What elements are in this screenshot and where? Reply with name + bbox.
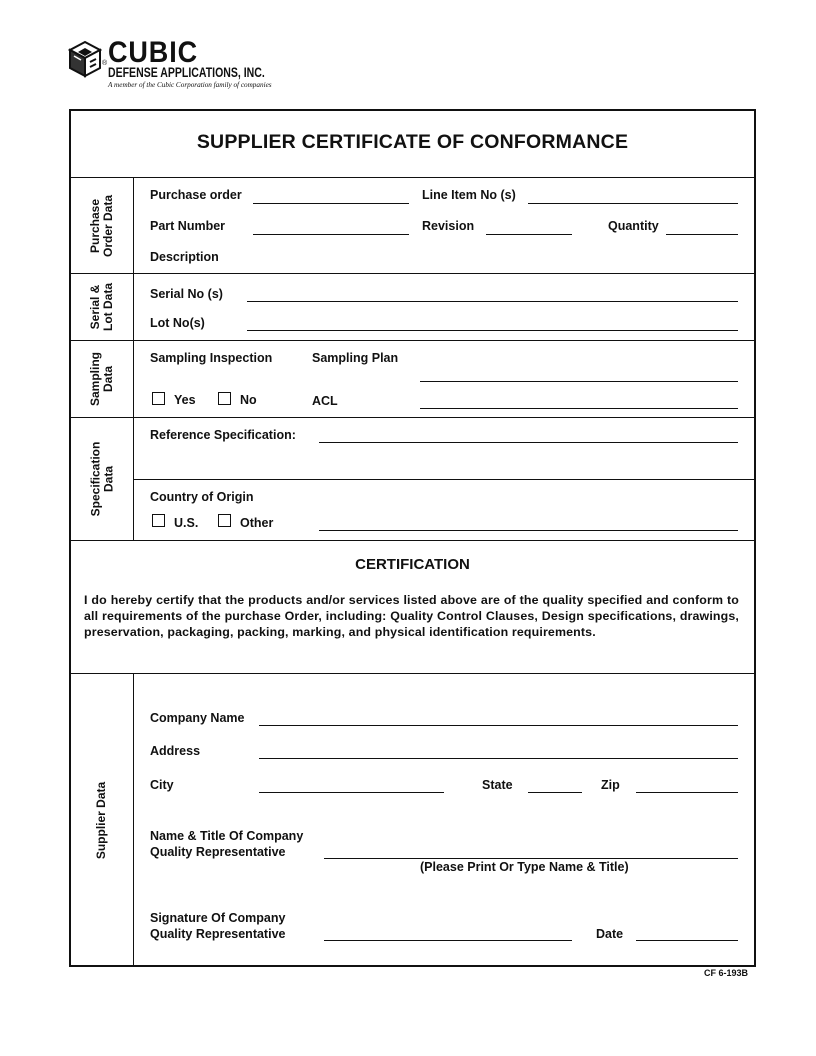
acl-field[interactable]	[420, 408, 738, 409]
sampling-no-label: No	[240, 393, 257, 407]
part-number-label: Part Number	[150, 219, 226, 233]
origin-other-label: Other	[240, 516, 274, 530]
serial-no-label: Serial No (s)	[150, 287, 223, 301]
name-title-label-line1: Name & Title Of Company	[150, 829, 304, 843]
divider	[71, 340, 754, 341]
certification-title: CERTIFICATION	[355, 556, 470, 573]
address-label: Address	[150, 744, 201, 758]
company-name-label: Company Name	[150, 711, 245, 725]
signature-field[interactable]	[324, 940, 572, 941]
lot-no-field[interactable]	[247, 330, 738, 331]
line-item-label: Line Item No (s)	[422, 188, 516, 202]
sampling-inspection-label: Sampling Inspection	[150, 351, 273, 365]
purchase-order-label: Purchase order	[150, 188, 242, 202]
print-note: (Please Print Or Type Name & Title)	[420, 860, 629, 874]
description-label: Description	[150, 250, 219, 264]
column-divider	[133, 178, 134, 540]
side-label-serial-lot: Serial & Lot Data	[88, 283, 115, 331]
zip-field[interactable]	[636, 792, 738, 793]
divider	[134, 479, 754, 480]
city-label: City	[150, 778, 174, 792]
side-label-sampling: Sampling Data	[87, 351, 115, 407]
revision-field[interactable]	[486, 234, 572, 235]
divider	[71, 673, 754, 674]
quantity-field[interactable]	[666, 234, 738, 235]
serial-no-field[interactable]	[247, 301, 738, 302]
origin-us-label: U.S.	[174, 516, 199, 530]
city-field[interactable]	[259, 792, 444, 793]
name-title-label-line2: Quality Representative	[150, 845, 286, 859]
reference-spec-field[interactable]	[319, 442, 738, 443]
date-label: Date	[596, 927, 624, 941]
cube-logo-icon	[68, 40, 102, 78]
origin-us-checkbox[interactable]	[152, 514, 165, 527]
sampling-yes-label: Yes	[174, 393, 196, 407]
zip-label: Zip	[601, 778, 620, 792]
logo-member-line: A member of the Cubic Corporation family of companies	[108, 81, 272, 89]
side-label-specification: Specification Data	[88, 441, 115, 517]
sampling-plan-label: Sampling Plan	[312, 351, 399, 365]
conformance-form	[69, 109, 756, 967]
signature-label-line1: Signature Of Company	[150, 911, 286, 925]
company-logo	[68, 38, 298, 92]
name-title-field[interactable]	[324, 858, 738, 859]
sampling-plan-field[interactable]	[420, 381, 738, 382]
divider	[71, 540, 754, 541]
company-name-field[interactable]	[259, 725, 738, 726]
date-field[interactable]	[636, 940, 738, 941]
side-label-purchase-order: Purchase Order Data	[88, 194, 115, 257]
sampling-no-checkbox[interactable]	[218, 392, 231, 405]
country-of-origin-label: Country of Origin	[150, 490, 254, 504]
logo-division: DEFENSE APPLICATIONS, INC.	[108, 65, 265, 80]
certification-statement: I do hereby certify that the products and/or services listed above are of the quality specified and conform to all requirements of the purchase Order, including: Quality Control Clauses, Design specifications, drawings, preservation, packaging, packing, marking, and physical identification requirements.	[84, 593, 739, 639]
divider	[71, 417, 754, 418]
divider	[71, 273, 754, 274]
quantity-label: Quantity	[608, 219, 659, 233]
side-label-supplier: Supplier Data	[94, 781, 109, 860]
purchase-order-field[interactable]	[253, 203, 409, 204]
divider	[71, 177, 754, 178]
state-field[interactable]	[528, 792, 582, 793]
acl-label: ACL	[312, 394, 338, 408]
origin-other-checkbox[interactable]	[218, 514, 231, 527]
form-number: CF 6-193B	[704, 968, 749, 978]
part-number-field[interactable]	[253, 234, 409, 235]
state-label: State	[482, 778, 513, 792]
column-divider	[133, 674, 134, 967]
line-item-field[interactable]	[528, 203, 738, 204]
signature-label-line2: Quality Representative	[150, 927, 286, 941]
origin-other-field[interactable]	[319, 530, 738, 531]
registered-mark: ®	[102, 60, 108, 67]
address-field[interactable]	[259, 758, 738, 759]
logo-wordmark: CUBIC	[108, 36, 198, 69]
form-title: SUPPLIER CERTIFICATE OF CONFORMANCE	[196, 131, 629, 153]
sampling-yes-checkbox[interactable]	[152, 392, 165, 405]
lot-no-label: Lot No(s)	[150, 316, 205, 330]
reference-spec-label: Reference Specification:	[150, 428, 296, 442]
revision-label: Revision	[422, 219, 475, 233]
